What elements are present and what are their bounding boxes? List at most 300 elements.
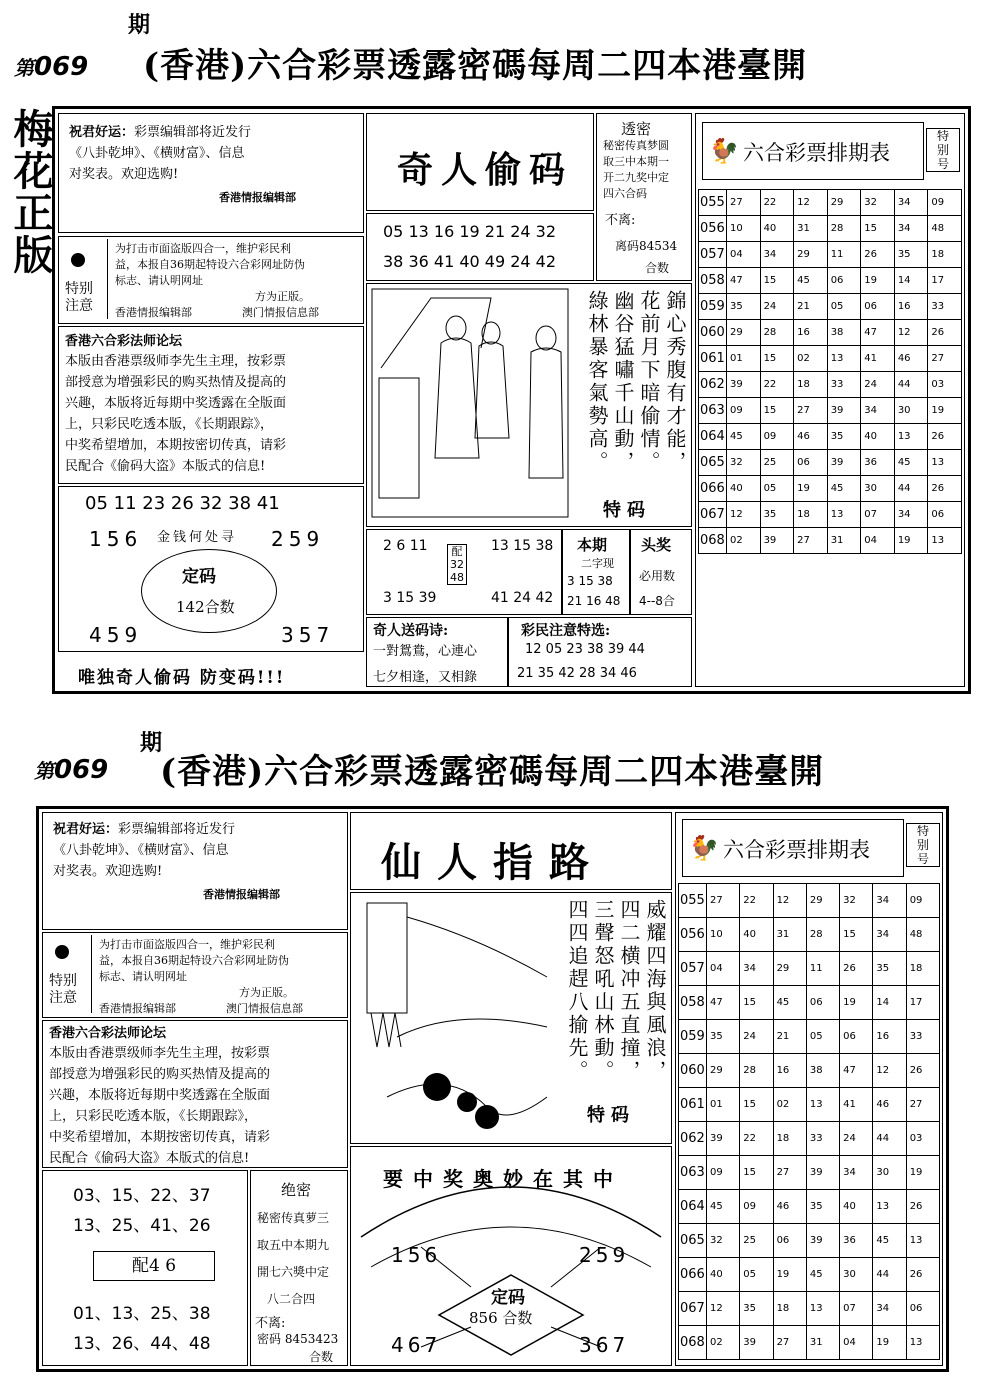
schedule-issue-cell: 061 (699, 346, 727, 372)
schedule-number-cell: 06 (906, 1292, 939, 1326)
schedule-number-cell: 16 (794, 320, 828, 346)
schedule-number-cell: 45 (806, 1258, 839, 1292)
pairing-number: 41 24 42 (491, 590, 554, 606)
secret-code: 密码 8453423 (257, 1332, 339, 1346)
schedule-row (699, 346, 962, 372)
schedule-number-cell: 28 (760, 320, 794, 346)
schedule-number-cell: 09 (740, 1190, 773, 1224)
schedule-number-cell: 07 (861, 502, 895, 528)
schedule-row (679, 918, 940, 952)
schedule-number-cell: 35 (894, 242, 928, 268)
benqi-sub: 二字现 (581, 557, 614, 570)
schedule-number-cell: 30 (894, 398, 928, 424)
schedule-row (699, 268, 962, 294)
schedule-number-cell: 34 (873, 918, 906, 952)
issue-suffix-top: 期 (128, 12, 151, 38)
schedule-issue-cell: 062 (679, 1122, 707, 1156)
arc-text: 要中奖奥妙在其中 (383, 1167, 623, 1191)
schedule-number-cell: 13 (928, 450, 962, 476)
pairing-number: 3 15 39 (383, 590, 437, 606)
schedule-number-cell: 12 (894, 320, 928, 346)
schedule-number-cell: 01 (707, 1088, 740, 1122)
schedule-number-cell: 16 (894, 294, 928, 320)
schedule-number-cell: 18 (794, 372, 828, 398)
corner-number-br: 357 (281, 623, 335, 647)
schedule-number-cell: 35 (727, 294, 761, 320)
schedule-number-cell: 40 (740, 918, 773, 952)
special-label: 特 别 号 (926, 128, 960, 172)
schedule-number-cell: 47 (840, 1054, 873, 1088)
numbers-list-box (42, 1170, 248, 1366)
schedule-number-cell: 31 (794, 216, 828, 242)
oval-title: 定码 (182, 567, 216, 587)
schedule-number-cell: 13 (928, 528, 962, 554)
schedule-row (699, 216, 962, 242)
schedule-number-cell: 31 (806, 1326, 839, 1360)
schedule-number-cell: 47 (861, 320, 895, 346)
poem2-line: 七夕相逢，又相錄 (373, 670, 478, 685)
notice-line: 益，本报自36期起特设六合彩网址防伪 (115, 258, 305, 271)
schedule-number-cell: 26 (906, 1054, 939, 1088)
schedule-number-cell: 29 (773, 952, 806, 986)
notice-footer: 澳门情报信息部 (226, 1002, 303, 1015)
secret-title: 绝密 (281, 1181, 312, 1199)
poem2-box (366, 617, 508, 687)
secret-sum: 合数 (645, 261, 670, 275)
schedule-issue-cell: 064 (699, 424, 727, 450)
schedule-number-cell: 26 (906, 1258, 939, 1292)
schedule-number-cell: 21 (773, 1020, 806, 1054)
schedule-number-cell: 18 (906, 952, 939, 986)
schedule-number-cell: 12 (794, 190, 828, 216)
schedule-title-box (702, 122, 924, 180)
story-box-bottom (350, 892, 672, 1144)
notice-badge-text: 特别 (49, 973, 77, 989)
schedule-row (679, 1292, 940, 1326)
schedule-issue-cell: 055 (679, 884, 707, 918)
notice-line: 标志、请认明网址 (115, 274, 203, 287)
schedule-number-cell: 46 (773, 1190, 806, 1224)
notice-box (58, 236, 364, 324)
schedule-issue-cell: 061 (679, 1088, 707, 1122)
greeting-lead: 祝君好运： (69, 125, 135, 140)
greeting-box (58, 113, 364, 233)
schedule-issue-cell: 059 (679, 1020, 707, 1054)
schedule-number-cell: 16 (773, 1054, 806, 1088)
notice-footer: 香港情报编辑部 (99, 1002, 176, 1015)
schedule-number-cell: 22 (740, 884, 773, 918)
schedule-number-cell: 18 (773, 1292, 806, 1326)
schedule-number-cell: 09 (727, 398, 761, 424)
schedule-issue-cell: 058 (679, 986, 707, 1020)
notice2-line: 21 35 42 28 34 46 (517, 666, 637, 681)
schedule-number-cell: 34 (760, 242, 794, 268)
secret-line: 秘密传真梦圆 (603, 139, 669, 152)
poem-line: 四四追趕八揄先。 (565, 899, 589, 1083)
schedule-number-cell: 18 (928, 242, 962, 268)
schedule-number-cell: 05 (806, 1020, 839, 1054)
schedule-number-cell: 45 (727, 424, 761, 450)
schedule-number-cell: 34 (840, 1156, 873, 1190)
schedule-number-cell: 10 (707, 918, 740, 952)
schedule-number-cell: 07 (840, 1292, 873, 1326)
special-label: 特 别 号 (906, 823, 940, 867)
schedule-number-cell: 25 (760, 450, 794, 476)
issue-number-bottom: 第069 (34, 755, 109, 785)
poem2-title: 奇人送码诗: (373, 623, 449, 639)
schedule-number-cell: 09 (707, 1156, 740, 1190)
greeting-line: 对奖表。欢迎选购! (53, 864, 163, 879)
diamond-sum: 856 合数 (469, 1309, 533, 1327)
schedule-number-cell: 41 (840, 1088, 873, 1122)
schedule-number-cell: 06 (794, 450, 828, 476)
schedule-number-cell: 44 (873, 1122, 906, 1156)
schedule-number-cell: 12 (727, 502, 761, 528)
forum-title: 香港六合彩法师论坛 (49, 1026, 167, 1041)
toujiang-box (630, 529, 692, 615)
schedule-issue-cell: 060 (679, 1054, 707, 1088)
schedule-number-cell: 26 (928, 476, 962, 502)
story-illustration (371, 288, 571, 520)
arc-text: 金钱何处寻 (157, 530, 238, 545)
schedule-number-cell: 19 (773, 1258, 806, 1292)
issue-suffix-bottom: 期 (140, 730, 163, 756)
pairing-number: 13 15 38 (491, 538, 554, 554)
schedule-row (679, 1190, 940, 1224)
pairing-number: 2 6 11 (383, 538, 428, 554)
schedule-number-cell: 03 (928, 372, 962, 398)
greeting-line: 《八卦乾坤》、《横财富》、信息 (69, 146, 245, 161)
schedule-row (679, 1088, 940, 1122)
secret-title: 透密 (621, 120, 652, 138)
schedule-number-cell: 33 (806, 1122, 839, 1156)
corner-number-tr: 259 (271, 527, 325, 551)
schedule-row (699, 424, 962, 450)
poem-line: 花前月下暗偷情。 (637, 290, 661, 474)
schedule-number-cell: 11 (806, 952, 839, 986)
schedule-number-cell: 28 (740, 1054, 773, 1088)
schedule-number-cell: 35 (873, 952, 906, 986)
code-box (58, 486, 364, 652)
schedule-issue-cell: 066 (679, 1258, 707, 1292)
schedule-issue-cell: 056 (699, 216, 727, 242)
schedule-number-cell: 18 (794, 502, 828, 528)
schedule-number-cell: 40 (727, 476, 761, 502)
numbers-list-pei: 配4 6 (93, 1251, 215, 1281)
forum-body: 本版由香港票级师李先生主理，按彩票 部授意为增强彩民的购买热情及提高的 兴趣，本版将近每期中奖透露在全版面 上，只彩民吃透本版，《长期跟踪》， 中奖希望增加，本期按密切传真，请彩 民配合《偷码大盗》本版式的信息! (49, 1046, 271, 1166)
greeting-signature: 香港情报编辑部 (219, 191, 296, 204)
notice-badge (45, 935, 92, 1013)
schedule-number-cell: 35 (707, 1020, 740, 1054)
schedule-number-cell: 15 (861, 216, 895, 242)
schedule-number-cell: 40 (840, 1190, 873, 1224)
schedule-number-cell: 15 (740, 1088, 773, 1122)
secret-box (596, 113, 692, 281)
secret-line: 八二合四 (267, 1292, 316, 1306)
schedule-number-cell: 19 (794, 476, 828, 502)
schedule-number-cell: 04 (861, 528, 895, 554)
schedule-issue-cell: 055 (699, 190, 727, 216)
schedule-row (679, 1020, 940, 1054)
schedule-number-cell: 22 (740, 1122, 773, 1156)
benqi-line: 3 15 38 (567, 574, 613, 588)
schedule-number-cell: 45 (827, 476, 861, 502)
schedule-issue-cell: 063 (679, 1156, 707, 1190)
poem-line: 綠林暴客氣勢高。 (585, 290, 609, 474)
notice2-title: 彩民注意特选: (521, 623, 611, 639)
greeting-line: 彩票编辑部将近发行 (118, 822, 236, 837)
schedule-number-cell: 39 (760, 528, 794, 554)
schedule-row (699, 528, 962, 554)
page-header-bottom: (香港)六合彩票透露密碼每周二四本港臺開 (160, 752, 825, 792)
schedule-number-cell: 26 (861, 242, 895, 268)
schedule-number-cell: 28 (827, 216, 861, 242)
schedule-number-cell: 36 (840, 1224, 873, 1258)
schedule-number-cell: 13 (827, 346, 861, 372)
schedule-row (699, 294, 962, 320)
schedule-number-cell: 09 (760, 424, 794, 450)
schedule-number-cell: 39 (827, 450, 861, 476)
slogan: 唯独奇人偷码 防变码!!! (78, 668, 286, 688)
rooster-icon: 🐓 (709, 137, 739, 165)
schedule-row (699, 502, 962, 528)
notice2-box (508, 617, 692, 687)
schedule-number-cell: 05 (827, 294, 861, 320)
rooster-icon: 🐓 (689, 834, 719, 862)
schedule-row (679, 884, 940, 918)
bomb-icon (71, 253, 85, 267)
schedule-title-box (682, 819, 904, 877)
schedule-number-cell: 16 (873, 1020, 906, 1054)
notice-footer: 澳门情报信息部 (242, 306, 319, 319)
poem-line: 威耀四海與風浪， (643, 899, 667, 1083)
schedule-number-cell: 39 (806, 1156, 839, 1190)
secret-line: 四六合码 (603, 187, 647, 200)
greeting-lead: 祝君好运： (53, 822, 119, 837)
schedule-number-cell: 38 (827, 320, 861, 346)
schedule-number-cell: 29 (806, 884, 839, 918)
schedule-number-cell: 47 (727, 268, 761, 294)
schedule-issue-cell: 062 (699, 372, 727, 398)
schedule-number-cell: 03 (906, 1122, 939, 1156)
schedule-row (699, 476, 962, 502)
schedule-number-cell: 13 (906, 1326, 939, 1360)
schedule-issue-cell: 066 (699, 476, 727, 502)
schedule-number-cell: 34 (894, 190, 928, 216)
schedule-number-cell: 19 (873, 1326, 906, 1360)
schedule-number-cell: 11 (827, 242, 861, 268)
schedule-number-cell: 44 (873, 1258, 906, 1292)
schedule-number-cell: 15 (740, 986, 773, 1020)
pairing-box (366, 529, 562, 615)
schedule-number-cell: 13 (894, 424, 928, 450)
schedule-number-cell: 31 (827, 528, 861, 554)
schedule-number-cell: 10 (727, 216, 761, 242)
schedule-issue-cell: 065 (699, 450, 727, 476)
schedule-number-cell: 29 (827, 190, 861, 216)
schedule-number-cell: 28 (806, 918, 839, 952)
schedule-number-cell: 39 (727, 372, 761, 398)
schedule-row (679, 986, 940, 1020)
forum-title: 香港六合彩法师论坛 (65, 334, 183, 349)
schedule-number-cell: 05 (740, 1258, 773, 1292)
schedule-number-cell: 39 (707, 1122, 740, 1156)
schedule-number-cell: 30 (861, 476, 895, 502)
schedule-number-cell: 40 (861, 424, 895, 450)
schedule-issue-cell: 063 (699, 398, 727, 424)
schedule-number-cell: 06 (827, 268, 861, 294)
schedule-number-cell: 09 (906, 884, 939, 918)
schedule-number-cell: 06 (840, 1020, 873, 1054)
notice-line: 益，本报自36期起特设六合彩网址防伪 (99, 954, 289, 967)
numbers-list-row: 03、15、22、37 (73, 1186, 211, 1206)
poem-line: 三聲怒吼山林動。 (591, 899, 615, 1083)
schedule-number-cell: 33 (928, 294, 962, 320)
forum-box-bottom (42, 1020, 348, 1168)
schedule-number-cell: 04 (840, 1326, 873, 1360)
schedule-table-bottom (678, 883, 940, 1360)
schedule-number-cell: 25 (740, 1224, 773, 1258)
schedule-number-cell: 33 (906, 1020, 939, 1054)
schedule-issue-cell: 057 (679, 952, 707, 986)
schedule-row (679, 1054, 940, 1088)
issue-number-top: 第069 (14, 52, 89, 82)
forum-box (58, 326, 364, 484)
mountain-illustration (357, 897, 551, 1137)
schedule-number-cell: 04 (727, 242, 761, 268)
schedule-number-cell: 29 (794, 242, 828, 268)
art-title-box (366, 113, 594, 211)
side-label: 梅花正版 (7, 108, 54, 276)
schedule-row (679, 1258, 940, 1292)
story-box (366, 283, 692, 527)
schedule-row (679, 1224, 940, 1258)
schedule-number-cell: 45 (794, 268, 828, 294)
schedule-row (699, 190, 962, 216)
greeting-box-bottom (42, 812, 348, 930)
schedule-number-cell: 01 (727, 346, 761, 372)
schedule-number-cell: 15 (760, 346, 794, 372)
numbers-row: 05 11 23 26 32 38 41 (85, 493, 280, 514)
schedule-number-cell: 18 (773, 1122, 806, 1156)
schedule-number-cell: 13 (873, 1190, 906, 1224)
schedule-number-cell: 19 (861, 268, 895, 294)
notice-line: 为打击市面盗版四合一，维护彩民利 (115, 242, 291, 255)
schedule-number-cell: 05 (760, 476, 794, 502)
schedule-number-cell: 47 (707, 986, 740, 1020)
schedule-number-cell: 40 (760, 216, 794, 242)
schedule-number-cell: 45 (873, 1224, 906, 1258)
schedule-number-cell: 34 (740, 952, 773, 986)
schedule-number-cell: 31 (773, 918, 806, 952)
schedule-number-cell: 22 (760, 190, 794, 216)
schedule-number-cell: 46 (873, 1088, 906, 1122)
secret-code: 离码84534 (615, 239, 678, 253)
schedule-number-cell: 06 (928, 502, 962, 528)
schedule-number-cell: 35 (806, 1190, 839, 1224)
schedule-title: 六合彩票排期表 (743, 141, 890, 165)
schedule-number-cell: 26 (840, 952, 873, 986)
schedule-number-cell: 34 (873, 1292, 906, 1326)
schedule-number-cell: 24 (760, 294, 794, 320)
tema-label: 特码 (587, 1105, 635, 1126)
schedule-number-cell: 15 (760, 268, 794, 294)
notice-badge (61, 239, 108, 319)
schedule-row (679, 952, 940, 986)
notice-line: 为打击市面盗版四合一，维护彩民利 (99, 938, 275, 951)
schedule-number-cell: 14 (894, 268, 928, 294)
secret-line: 取五中本期九 (257, 1238, 330, 1252)
schedule-number-cell: 35 (827, 424, 861, 450)
schedule-issue-cell: 056 (679, 918, 707, 952)
schedule-row (699, 242, 962, 268)
notice-badge-text: 注意 (49, 990, 77, 1006)
schedule-row (679, 1156, 940, 1190)
schedule-issue-cell: 064 (679, 1190, 707, 1224)
schedule-number-cell: 27 (928, 346, 962, 372)
schedule-number-cell: 02 (707, 1326, 740, 1360)
schedule-issue-cell: 060 (699, 320, 727, 346)
schedule-number-cell: 02 (773, 1088, 806, 1122)
schedule-issue-cell: 059 (699, 294, 727, 320)
schedule-number-cell: 34 (861, 398, 895, 424)
schedule-number-cell: 35 (760, 502, 794, 528)
corner-number-tr: 259 (579, 1243, 630, 1267)
schedule-row (699, 320, 962, 346)
schedule-number-cell: 36 (861, 450, 895, 476)
schedule-number-cell: 45 (707, 1190, 740, 1224)
oval-sum: 142合数 (176, 598, 235, 616)
schedule-number-cell: 39 (806, 1224, 839, 1258)
schedule-number-cell: 06 (806, 986, 839, 1020)
corner-number-bl: 467 (391, 1333, 442, 1357)
corner-number-bl: 459 (89, 623, 143, 647)
secret-buli: 不离: (605, 213, 636, 228)
corner-number-tl: 156 (391, 1243, 442, 1267)
schedule-number-cell: 34 (894, 216, 928, 242)
notice-badge-text: 注意 (65, 298, 93, 314)
schedule-number-cell: 29 (727, 320, 761, 346)
schedule-number-cell: 44 (894, 476, 928, 502)
schedule-number-cell: 09 (928, 190, 962, 216)
art-title: 仙人指路 (381, 839, 605, 886)
schedule-number-cell: 24 (740, 1020, 773, 1054)
schedule-number-cell: 22 (760, 372, 794, 398)
art-title-box-bottom (350, 812, 672, 890)
schedule-number-cell: 32 (861, 190, 895, 216)
tema-label: 特码 (603, 500, 651, 521)
notice-box-bottom (42, 932, 348, 1018)
schedule-number-cell: 44 (894, 372, 928, 398)
corner-number-tl: 156 (89, 527, 143, 551)
schedule-issue-cell: 067 (699, 502, 727, 528)
schedule-number-cell: 46 (894, 346, 928, 372)
diamond-box (350, 1146, 672, 1366)
schedule-number-cell: 19 (840, 986, 873, 1020)
notice2-line: 12 05 23 38 39 44 (525, 642, 645, 657)
greeting-line: 《八卦乾坤》、《横财富》、信息 (53, 843, 229, 858)
numbers-list-row: 13、25、41、26 (73, 1216, 211, 1236)
secret-line: 秘密传真萝三 (257, 1211, 330, 1225)
schedule-issue-cell: 058 (699, 268, 727, 294)
secret-line: 開七六獎中定 (257, 1265, 330, 1279)
schedule-row (699, 372, 962, 398)
schedule-number-cell: 27 (727, 190, 761, 216)
schedule-number-cell: 48 (928, 216, 962, 242)
poem-line: 四二横冲五直撞， (617, 899, 641, 1083)
schedule-row (699, 450, 962, 476)
art-numbers: 05 13 16 19 21 24 32 (383, 222, 557, 241)
